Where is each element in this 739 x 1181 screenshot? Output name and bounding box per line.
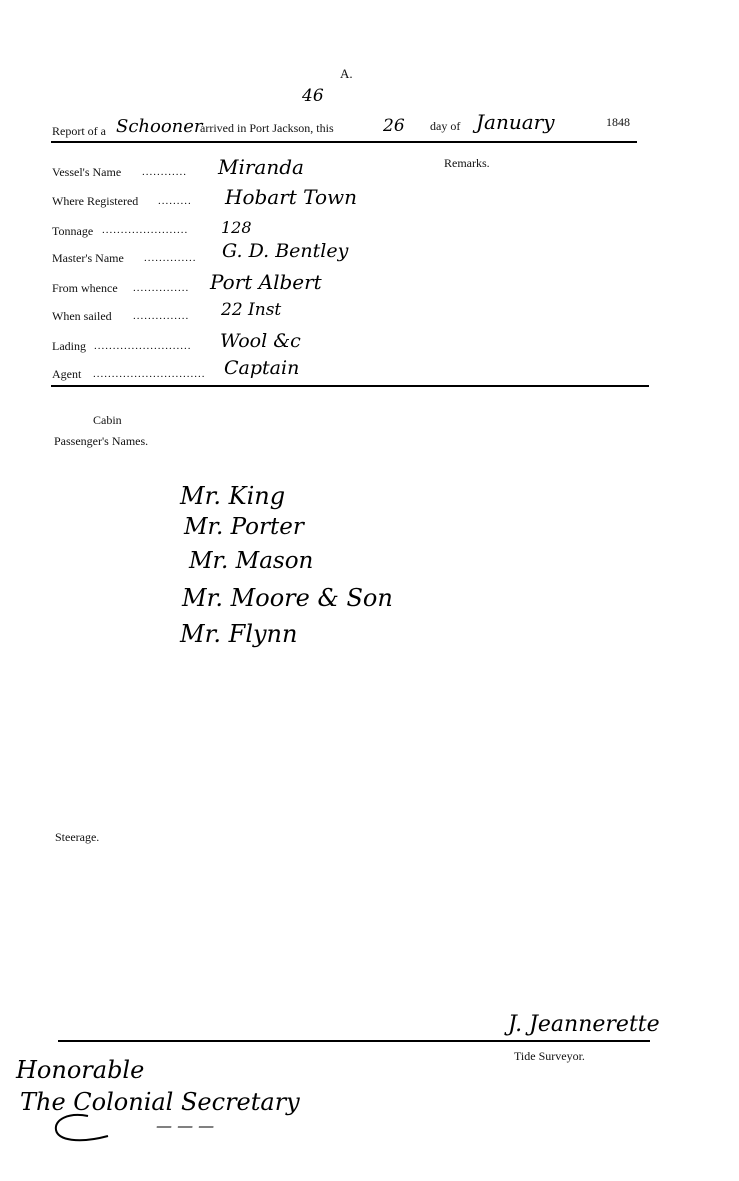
field-leader: ............ <box>142 166 187 178</box>
field-leader: ....................... <box>102 224 189 236</box>
field-label: From whence <box>52 281 118 295</box>
vessel-type: Schooner <box>116 116 203 137</box>
day-of-text: day of <box>430 119 461 133</box>
fields-divider <box>51 385 649 387</box>
passenger-names-label: Passenger's Names. <box>54 434 149 448</box>
field-value: 22 Inst <box>221 300 282 320</box>
cabin-label: Cabin <box>93 413 122 427</box>
form-letter: A. <box>340 66 353 81</box>
field-label: Where Registered <box>52 194 139 208</box>
remarks-label: Remarks. <box>444 156 490 170</box>
passenger-name: Mr. King <box>180 482 286 510</box>
field-label: Lading <box>52 339 86 353</box>
report-month: January <box>476 110 555 134</box>
signature-line <box>58 1040 650 1042</box>
addressee-line-1: Honorable <box>16 1056 145 1084</box>
field-label: Tonnage <box>52 224 94 238</box>
report-number: 46 <box>302 86 324 106</box>
report-year: 1848 <box>606 115 630 129</box>
field-value: Port Albert <box>210 270 322 294</box>
arrived-text: arrived in Port Jackson, this <box>200 121 334 135</box>
field-leader: ............... <box>133 310 190 322</box>
addressee-flourish <box>48 1110 118 1150</box>
passenger-name: Mr. Mason <box>189 548 314 574</box>
passenger-name: Mr. Flynn <box>180 620 298 648</box>
field-value: Captain <box>224 357 300 379</box>
field-label: Agent <box>52 367 82 381</box>
field-value: 128 <box>221 218 252 237</box>
field-value: G. D. Bentley <box>222 240 349 262</box>
field-value: Miranda <box>218 155 304 179</box>
field-label: Master's Name <box>52 251 124 265</box>
field-leader: .......................... <box>94 340 192 352</box>
surveyor-label: Tide Surveyor. <box>514 1049 585 1063</box>
field-leader: .............. <box>144 252 197 264</box>
field-leader: ......... <box>158 195 192 207</box>
header-divider <box>51 141 637 143</box>
report-day: 26 <box>383 116 405 136</box>
field-value: Wool &c <box>220 330 301 352</box>
steerage-label: Steerage. <box>55 830 100 844</box>
addressee-marks: — — — <box>156 1116 215 1135</box>
field-label: When sailed <box>52 309 112 323</box>
addressee-line-2: The Colonial Secretary <box>20 1088 300 1116</box>
field-value: Hobart Town <box>225 185 357 209</box>
field-leader: .............................. <box>93 368 206 380</box>
field-leader: ............... <box>133 282 190 294</box>
field-label: Vessel's Name <box>52 165 122 179</box>
passenger-name: Mr. Porter <box>184 514 304 540</box>
surveyor-signature: J. Jeannerette <box>508 1012 660 1037</box>
passenger-name: Mr. Moore & Son <box>182 584 393 612</box>
report-prefix: Report of a <box>52 124 106 138</box>
